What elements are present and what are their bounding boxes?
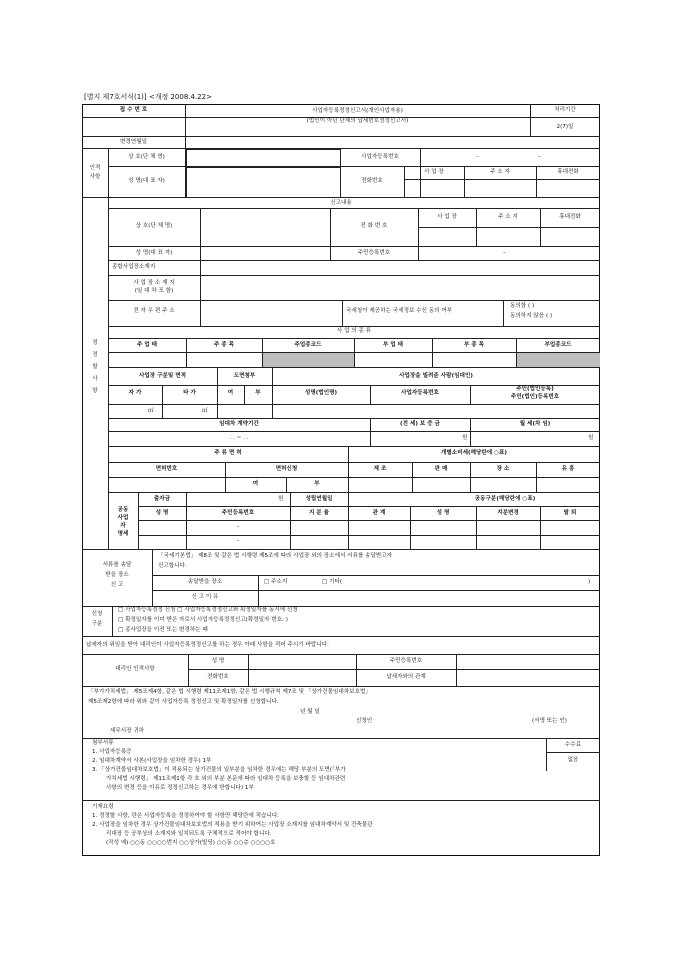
attach-title: 첨부서류 (92, 740, 114, 746)
agent-label: 대리인 인적사항 (115, 666, 155, 672)
name-input[interactable] (186, 167, 341, 198)
signature-field[interactable]: (서명 또는 인) (532, 718, 567, 724)
addressee: 세무서장 귀하 (110, 728, 145, 734)
guide-title: 기재요령 (92, 804, 114, 810)
delivery-other-checkbox[interactable]: □ 기타( (322, 579, 343, 585)
form-subtitle: (법인이 아닌 단체의 납세번호정정신고서) (306, 118, 409, 124)
receipt-no-label: 접 수 번 호 (119, 107, 148, 113)
report-title: 신고내용 (330, 200, 352, 206)
biz-no-label: 사업자등록번호 (361, 154, 399, 160)
fee-value: 없음 (567, 757, 579, 763)
apply-date: 년 월 일 (300, 709, 320, 715)
person-side-label: 인적 (89, 165, 101, 171)
correction-side-label: 정 (92, 340, 98, 346)
location-label: 종합사업장소재지 (112, 264, 156, 270)
period-value: 2(7)일 (556, 124, 574, 130)
form-title: 사업자등록정정신고서(개인사업자용) (312, 108, 403, 114)
name-label: 성 명(대 표 자) (128, 178, 165, 184)
application-type-option-2[interactable]: □ 확정일자를 이미 받은 자로서 사업자등록정정신고(확정일자 번호: ) (118, 617, 288, 623)
period-label: 처리기간 (554, 107, 576, 113)
delivery-home-checkbox[interactable]: □ 주소지 (264, 579, 288, 585)
form-header: [별지 제7호서식(1)] <개정 2008.4.22> (84, 93, 212, 101)
trade-name-input[interactable] (186, 149, 341, 167)
application-type-option-3[interactable]: □ 종사업장을 이전 또는 변경하는 때 (118, 627, 208, 633)
industry-title: 사 업 의 종 류 (336, 328, 372, 334)
agree-option[interactable]: 동의함 ( ) (510, 303, 535, 309)
email-label: 전 자 우 편 주 소 (133, 308, 175, 314)
phone-label: 전화번호 (361, 178, 383, 184)
trade-name-label: 상 호(단 체 명) (128, 154, 165, 160)
agent-note: 납세자의 위임을 받아 대리인이 사업자등록정정신고를 하는 경우 아래 사항을 적어 주시기 바랍니다. (86, 642, 329, 648)
application-type-option-1[interactable]: □ 사업자등록정정 신청 □ 사업자등록정정신고와 확정일자를 동시에 신청 (118, 607, 298, 613)
disagree-option[interactable]: 동의하지 않음 ( ) (510, 313, 553, 319)
fee-label: 수수료 (564, 742, 582, 748)
change-date-label: 변경연월일 (119, 139, 148, 145)
